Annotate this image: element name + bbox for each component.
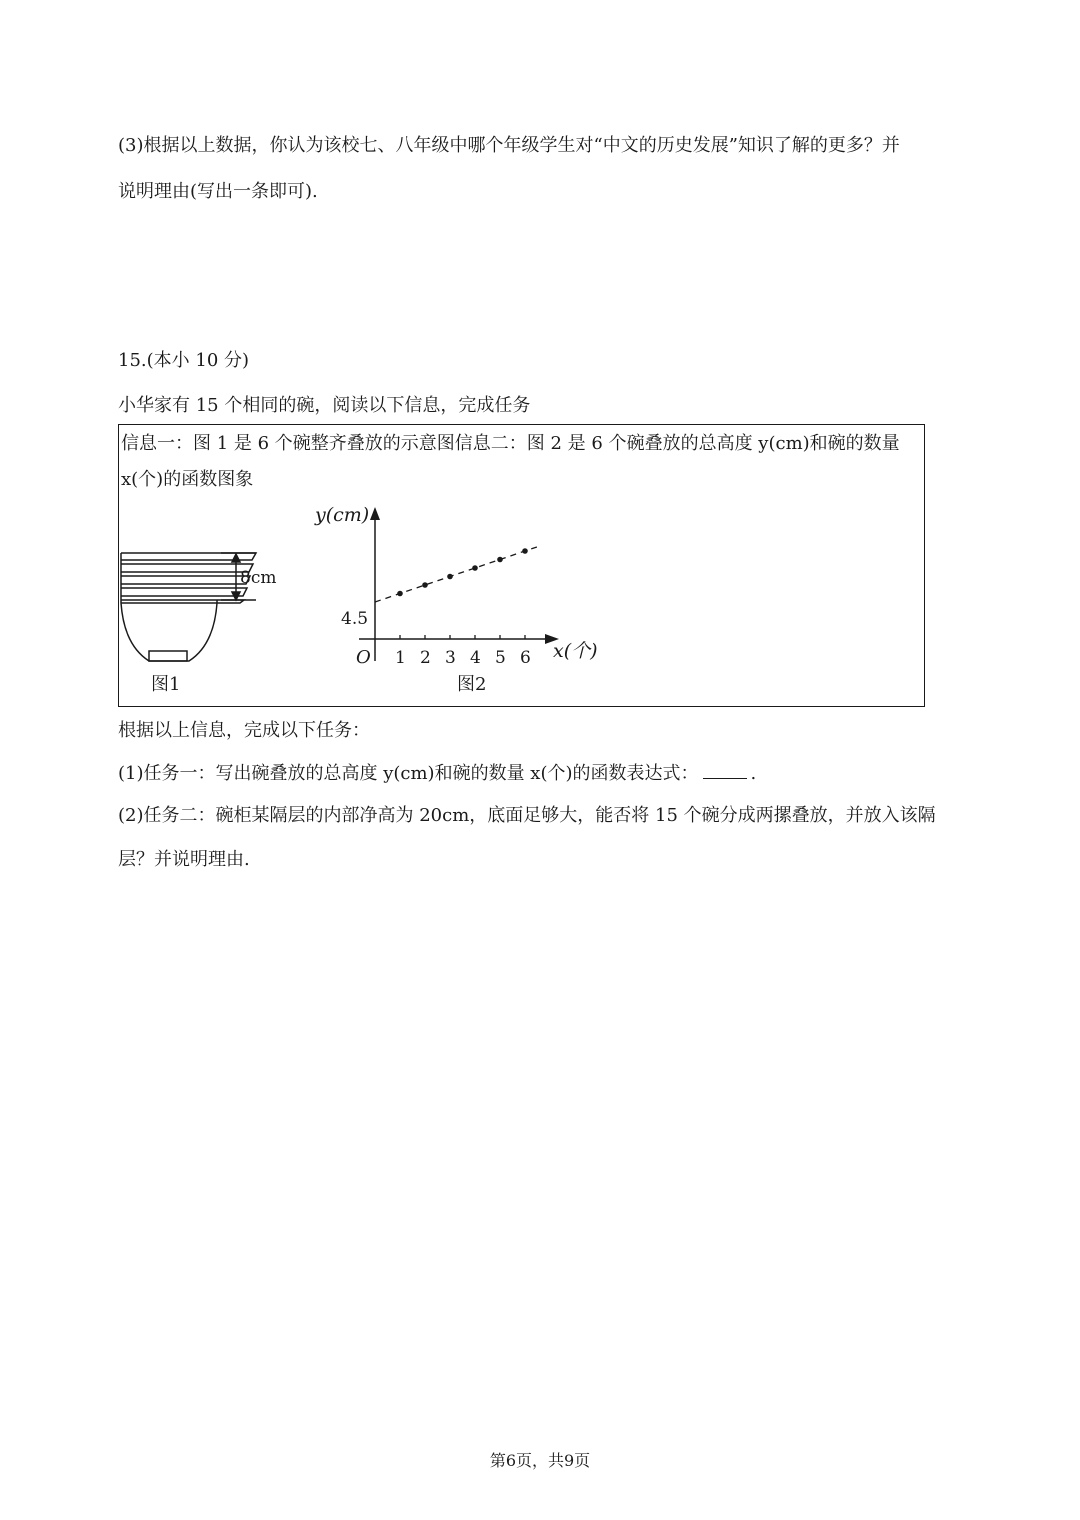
info-line2: x(个)的函数图象 — [121, 469, 254, 490]
after-box-text: 根据以上信息，完成以下任务： — [118, 720, 370, 741]
bowl-rim-2 — [121, 564, 253, 572]
figure1-bowls — [121, 553, 256, 661]
bowl-rim-4 — [121, 588, 247, 596]
x-tick-label: 6 — [520, 648, 531, 668]
info-line1: 信息一：图 1 是 6 个碗整齐叠放的示意图信息二：图 2 是 6 个碗叠放的总高度 y(cm)和碗的数量 — [121, 433, 900, 454]
x-axis-label: x(个) — [553, 640, 598, 662]
x-tick-label: 3 — [445, 648, 456, 668]
figures-svg — [119, 425, 924, 706]
task2-line1: (2)任务二：碗柜某隔层的内部净高为 20cm，底面足够大，能否将 15 个碗分成两摞叠放，并放入该隔 — [118, 805, 936, 826]
data-point — [397, 591, 403, 597]
bowl-rim-3 — [121, 576, 250, 584]
origin-label: O — [356, 647, 371, 668]
page-footer: 第6页，共9页 — [489, 1451, 591, 1470]
dim-arrow-down — [232, 592, 240, 600]
x-tick-label: 4 — [470, 648, 481, 668]
figure1-height-label: 8cm — [240, 568, 277, 588]
question15-header: 15.(本小 10 分) — [118, 350, 250, 371]
task2-line2: 层？并说明理由. — [118, 849, 250, 870]
figure2-caption: 图2 — [457, 674, 487, 695]
question3-line2: 说明理由(写出一条即可). — [118, 181, 318, 202]
figure1-caption: 图1 — [151, 674, 181, 695]
data-point — [447, 574, 453, 580]
question3-line1: (3)根据以上数据，你认为该校七、八年级中哪个年级学生对“中文的历史发展”知识了解的更多？并 — [118, 135, 900, 156]
task1 — [118, 762, 756, 786]
figure2-axes — [359, 510, 549, 661]
info-box — [118, 424, 925, 707]
data-point — [522, 548, 528, 554]
data-point — [497, 557, 503, 563]
answer-blank — [703, 762, 747, 779]
x-tick-label: 5 — [495, 648, 506, 668]
data-point — [422, 582, 428, 588]
task1-text: (1)任务一：写出碗叠放的总高度 y(cm)和碗的数量 x(个)的函数表达式： — [118, 763, 699, 784]
y-axis-label: y(cm) — [315, 504, 370, 526]
y-axis-arrow — [370, 507, 380, 520]
x-tick-label: 1 — [395, 648, 406, 668]
task1-end: . — [750, 763, 757, 784]
bowl-body — [121, 603, 217, 661]
question15-intro: 小华家有 15 个相同的碗，阅读以下信息，完成任务 — [118, 395, 531, 416]
x-tick-labels — [395, 648, 531, 668]
bowl-foot — [149, 651, 187, 661]
x-tick-label: 2 — [420, 648, 431, 668]
data-point — [472, 565, 478, 571]
dim-arrow-up — [232, 554, 240, 562]
y-intercept-label: 4.5 — [341, 609, 369, 629]
